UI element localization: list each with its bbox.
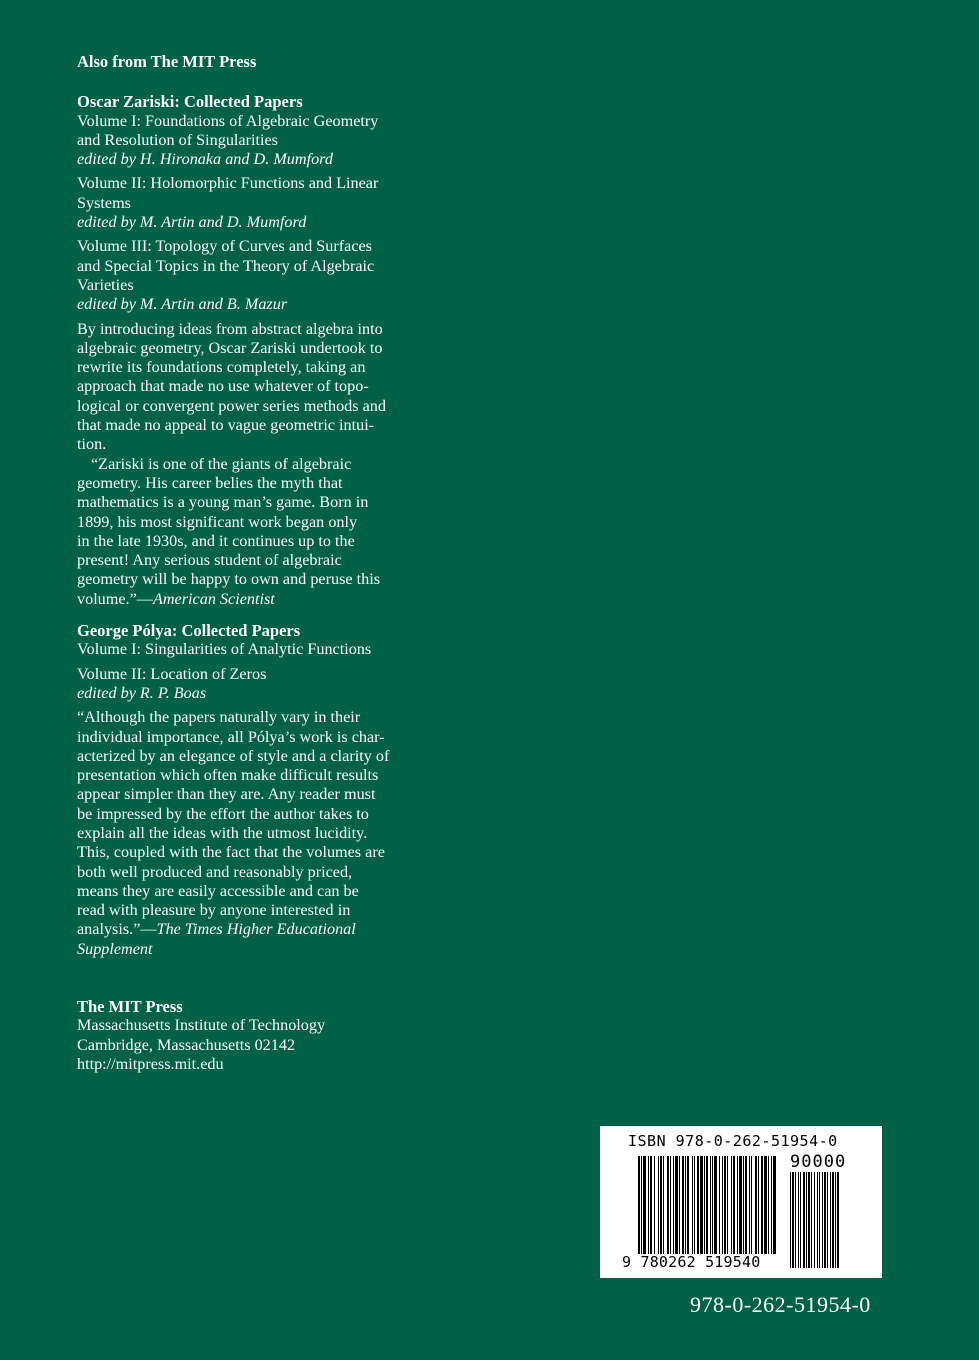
volume-editors: edited by R. P. Boas (77, 683, 207, 702)
back-cover-text (77, 52, 437, 1074)
quote-end: volume.”— (77, 589, 153, 608)
quote-line: both well produced and reasonably priced, (77, 862, 353, 881)
quote-line: present! Any serious student of algebraic (77, 551, 342, 570)
volume-title-line: Volume II: Location of Zeros (77, 664, 267, 683)
quote-line: 1899, his most significant work began only (77, 512, 358, 531)
quote-end: analysis.”— (77, 920, 157, 939)
volume-title-line: Volume I: Singularities of Analytic Functions (77, 640, 372, 659)
publisher-block (77, 997, 437, 1074)
quote-line: geometry will be happy to own and peruse this (77, 570, 381, 589)
quote-line: presentation which often make difficult results (77, 766, 379, 785)
description-line: algebraic geometry, Oscar Zariski undertook to (77, 338, 383, 357)
quote-last-line (77, 920, 437, 939)
quote-line: mathematics is a young man’s game. Born in (77, 493, 369, 512)
volume-title-line: Volume III: Topology of Curves and Surfaces (77, 237, 372, 256)
quote-line: in the late 1930s, and it continues up to the (77, 531, 355, 550)
barcode-price-code: 90000 (790, 1152, 847, 1172)
review-quote (77, 708, 437, 959)
address-line: Massachusetts Institute of Technology (77, 1016, 326, 1035)
series-title: George Pólya: Collected Papers (77, 621, 301, 641)
description-line: logical or convergent power series methods and (77, 396, 386, 415)
addon-barcode (790, 1172, 846, 1268)
quote-line: acterized by an elegance of style and a clarity of (77, 746, 390, 765)
quote-line: read with pleasure by anyone interested in (77, 901, 351, 920)
volume-editors: edited by M. Artin and B. Mazur (77, 295, 288, 314)
series-description (77, 320, 437, 455)
volume-editors: edited by M. Artin and D. Mumford (77, 213, 307, 232)
barcode-isbn-text: ISBN 978-0-262-51954-0 (628, 1132, 838, 1150)
description-line: rewrite its foundations completely, taking an (77, 358, 366, 377)
quote-line: This, coupled with the fact that the volumes are (77, 843, 385, 862)
quote-line: “Zariski is one of the giants of algebraic (91, 454, 352, 473)
review-quote (77, 455, 437, 609)
volume-title-line: Volume I: Foundations of Algebraic Geometry (77, 111, 379, 130)
volume-title-line: and Resolution of Singularities (77, 130, 278, 149)
section-heading: Also from The MIT Press (77, 52, 257, 71)
quote-line: “Although the papers naturally vary in their (77, 708, 361, 727)
volume-editors: edited by H. Hironaka and D. Mumford (77, 150, 333, 169)
quote-source: American Scientist (152, 589, 275, 608)
polya-series (77, 621, 437, 959)
volume-entry (77, 174, 437, 232)
quote-last-line (77, 590, 437, 609)
description-line: that made no appeal to vague geometric intui- (77, 416, 375, 435)
barcode-bar (773, 1156, 776, 1254)
volume-entry (77, 665, 437, 704)
quote-line: means they are easily accessible and can be (77, 881, 359, 900)
description-line: approach that made no use whatever of topo- (77, 377, 369, 396)
address-line: Cambridge, Massachusetts 02142 (77, 1035, 296, 1054)
volume-entry (77, 112, 437, 170)
barcode-bar (837, 1172, 839, 1268)
volume-entry (77, 640, 437, 659)
quote-line: geometry. His career belies the myth that (77, 473, 343, 492)
volume-title-line: Systems (77, 193, 131, 212)
volume-title-line: Volume II: Holomorphic Functions and Linear (77, 174, 379, 193)
zariski-series (77, 92, 437, 609)
barcode-digits: 9 780262 519540 (622, 1253, 761, 1271)
quote-line: explain all the ideas with the utmost lucidity. (77, 823, 368, 842)
quote-line: be impressed by the effort the author takes to (77, 804, 369, 823)
quote-line: individual importance, all Pólya’s work is char- (77, 727, 385, 746)
isbn-number: 978-0-262-51954-0 (690, 1292, 871, 1317)
ean13-barcode (638, 1156, 776, 1254)
quote-source: The Times Higher Educational (156, 920, 356, 939)
quote-source-cont: Supplement (77, 939, 153, 958)
quote-line: appear simpler than they are. Any reader must (77, 785, 376, 804)
volume-title-line: Varieties (77, 275, 134, 294)
description-line: tion. (77, 435, 107, 454)
publisher-name: The MIT Press (77, 997, 183, 1017)
series-title: Oscar Zariski: Collected Papers (77, 92, 303, 112)
description-line: By introducing ideas from abstract algebra into (77, 319, 383, 338)
publisher-url: http://mitpress.mit.edu (77, 1054, 224, 1073)
barcode-label (600, 1126, 882, 1278)
volume-entry (77, 237, 437, 314)
volume-title-line: and Special Topics in the Theory of Algebraic (77, 256, 375, 275)
